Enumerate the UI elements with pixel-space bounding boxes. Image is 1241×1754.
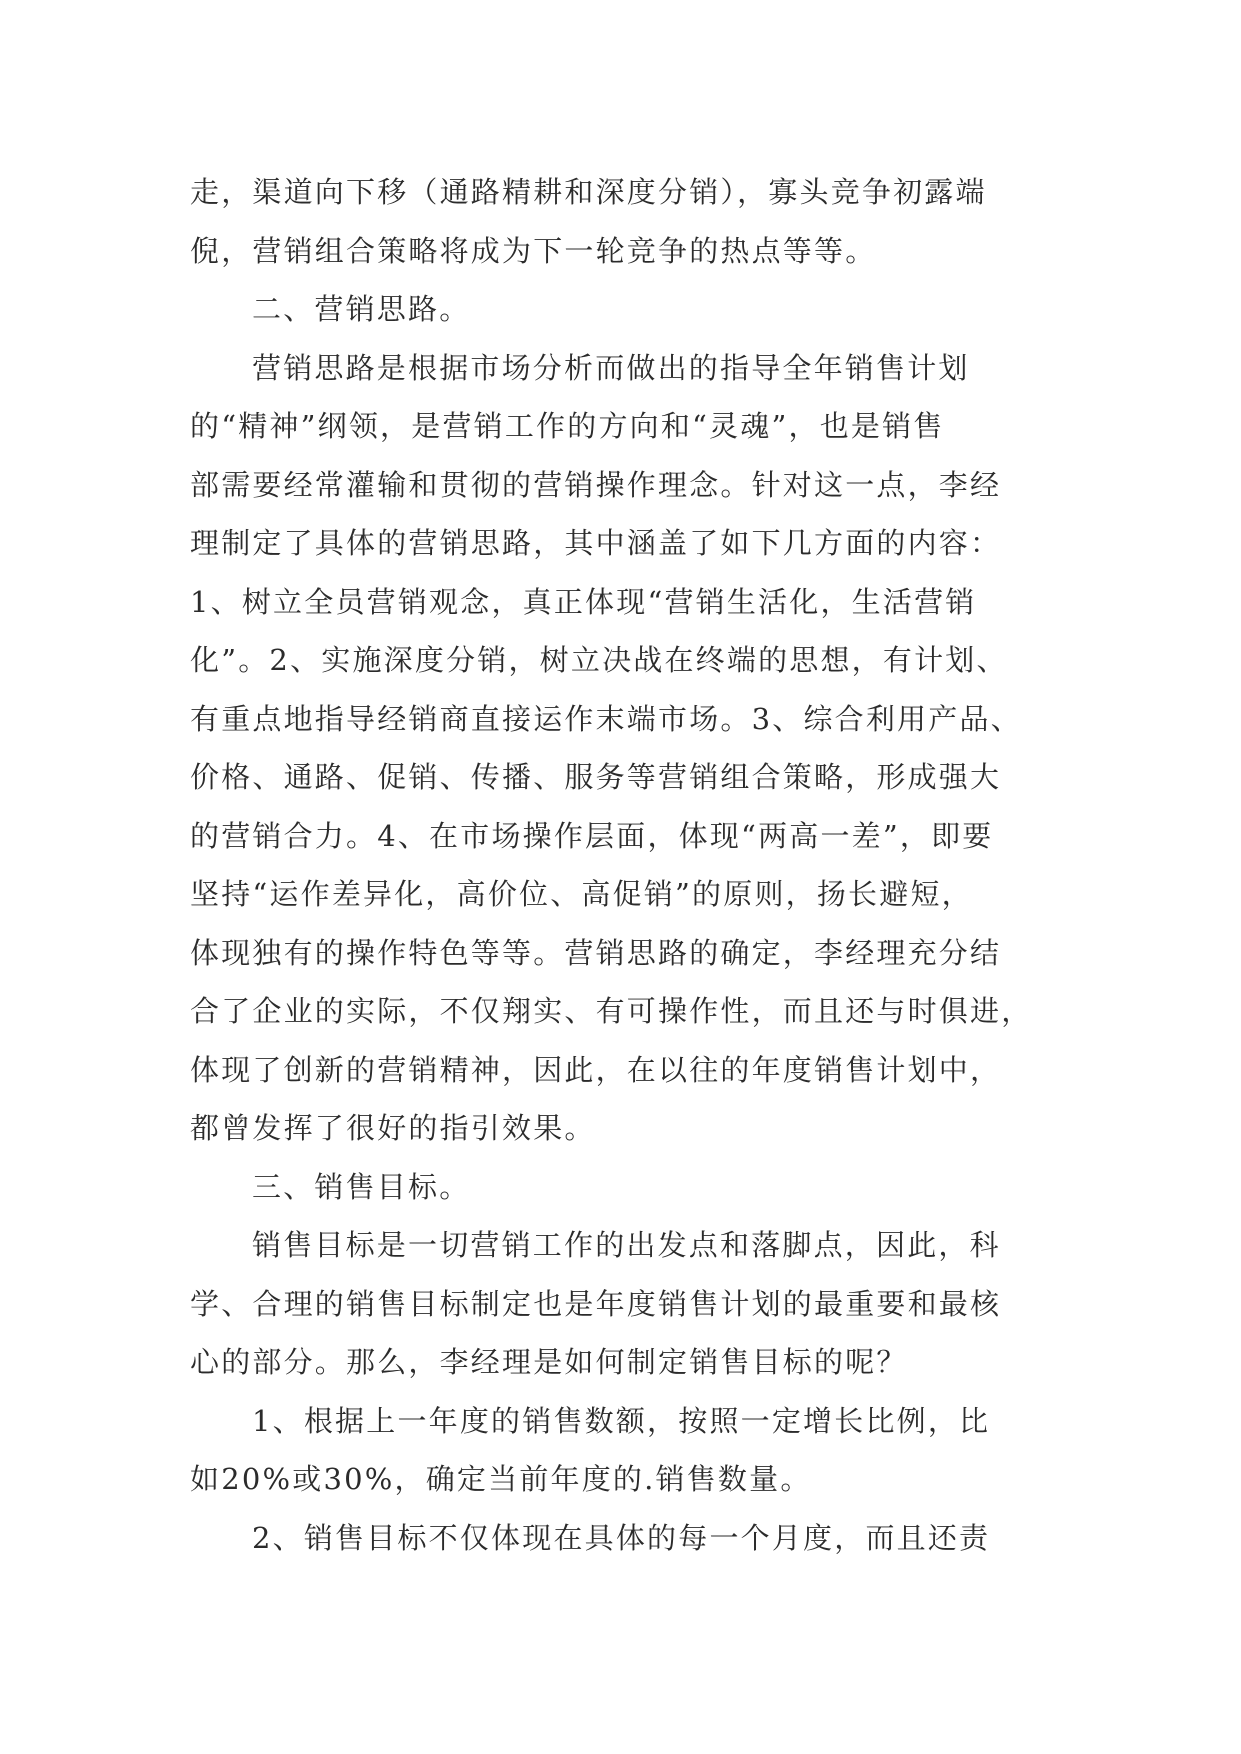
text-line: 营销思路是根据市场分析而做出的指导全年销售计划 xyxy=(252,350,970,385)
text-line: 理制定了具体的营销思路，其中涵盖了如下几方面的内容： xyxy=(190,526,1002,560)
text-line: 心的部分。那么，李经理是如何制定销售目标的呢？ xyxy=(190,1345,908,1379)
text-line: 合了企业的实际，不仅翔实、有可操作性，而且还与时俱进， xyxy=(190,994,1033,1028)
text-line: 销售目标是一切营销工作的出发点和落脚点，因此，科 xyxy=(252,1228,1001,1262)
text-line: 学、合理的销售目标制定也是年度销售计划的最重要和最核 xyxy=(190,1286,1002,1321)
text-line: 1、树立全员营销观念，真正体现“营销生活化，生活营销 xyxy=(190,584,977,619)
text-line: 2、销售目标不仅体现在具体的每一个月度，而且还责 xyxy=(252,1520,991,1555)
text-line: 1、根据上一年度的销售数额，按照一定增长比例，比 xyxy=(252,1403,991,1438)
text-line: 体现了创新的营销精神，因此，在以往的年度销售计划中， xyxy=(190,1052,1002,1087)
text-line: 的“精神”纲领，是营销工作的方向和“灵魂”，也是销售 xyxy=(190,409,945,443)
section-heading: 二、营销思路。 xyxy=(252,292,471,326)
text-line: 都曾发挥了很好的指引效果。 xyxy=(190,1111,596,1145)
document-body xyxy=(190,163,1052,1567)
text-line: 部需要经常灌输和贯彻的营销操作理念。针对这一点，李经 xyxy=(190,467,1002,502)
text-line: 的营销合力。4、在市场操作层面，体现“两高一差”，即要 xyxy=(190,818,994,853)
text-line: 体现独有的操作特色等等。营销思路的确定，李经理充分结 xyxy=(190,935,1002,970)
text-line: 化”。2、实施深度分销，树立决战在终端的思想，有计划、 xyxy=(190,643,1008,677)
text-line: 价格、通路、促销、传播、服务等营销组合策略，形成强大 xyxy=(190,760,1002,794)
text-line: 坚持“运作差异化，高价位、高促销”的原则，扬长避短， xyxy=(190,877,973,911)
text-line: 有重点地指导经销商直接运作末端市场。3、综合利用产品、 xyxy=(190,701,1022,736)
text-line: 倪，营销组合策略将成为下一轮竞争的热点等等。 xyxy=(190,233,877,268)
section-heading: 三、销售目标。 xyxy=(252,1169,471,1204)
text-line: 走，渠道向下移（通路精耕和深度分销），寡头竞争初露端 xyxy=(190,175,987,209)
text-line: 如20%或30%，确定当前年度的.销售数量。 xyxy=(190,1462,812,1496)
